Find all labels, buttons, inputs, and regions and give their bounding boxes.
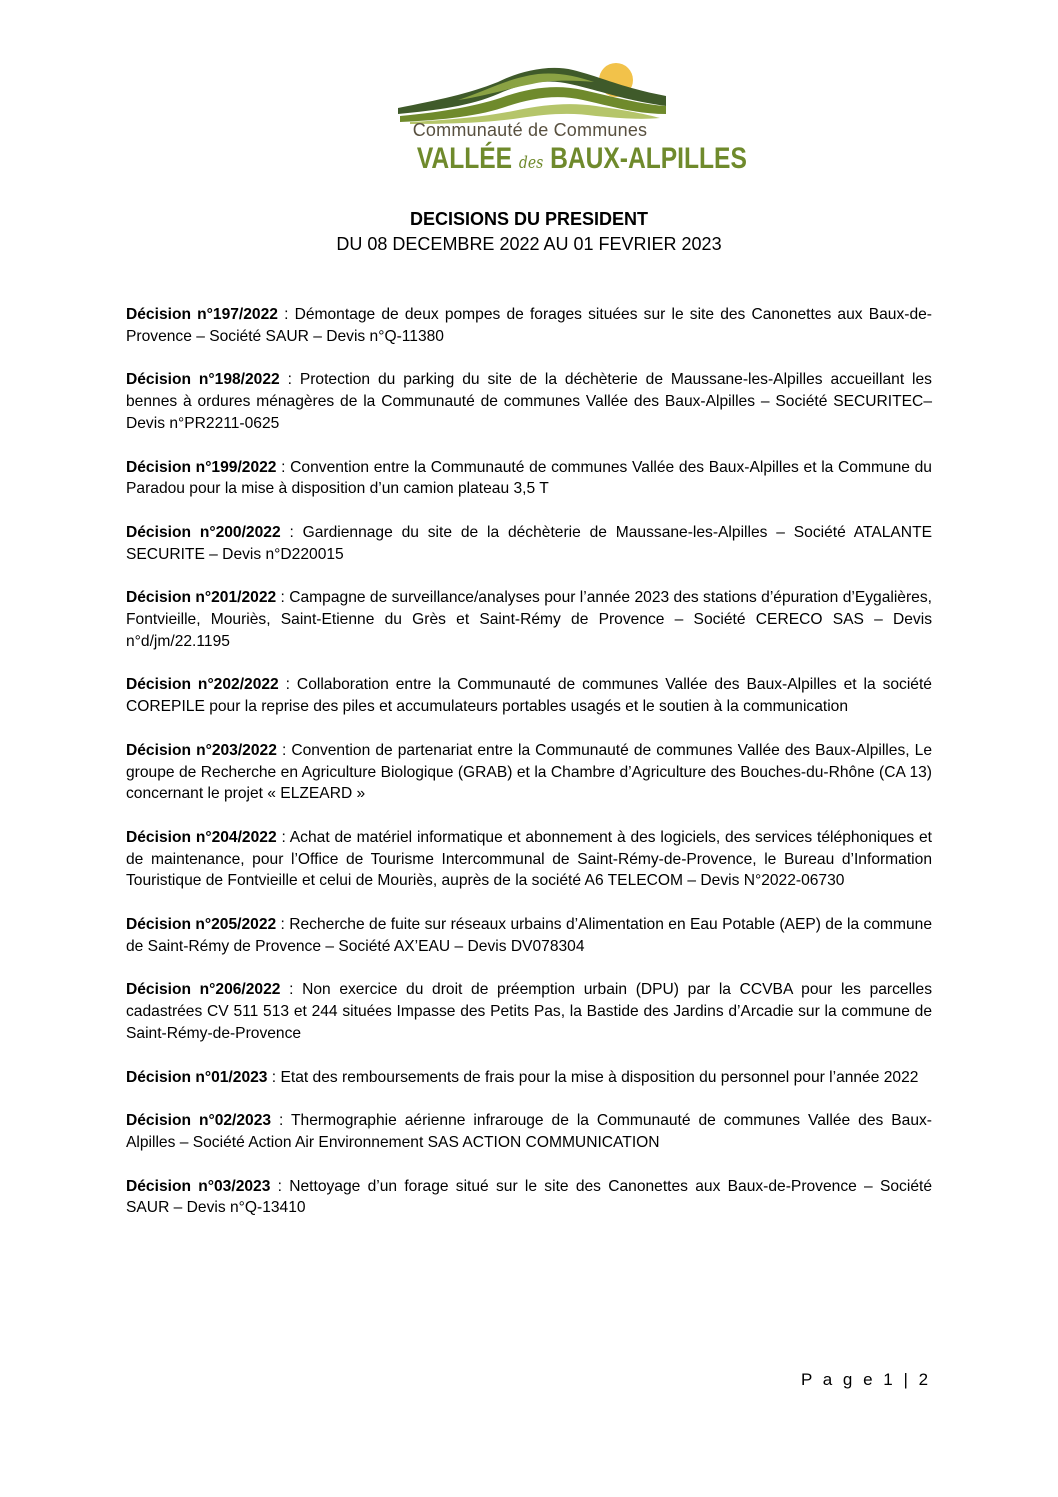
decision-number: Décision n°200/2022 xyxy=(126,523,281,541)
logo-text-line2 xyxy=(416,142,747,176)
decision-number: Décision n°02/2023 xyxy=(126,1112,272,1130)
decision-number: Décision n°201/2022 xyxy=(126,589,277,607)
decision-number: Décision n°203/2022 xyxy=(126,741,277,759)
decision-item xyxy=(126,740,932,805)
decision-item xyxy=(126,674,932,717)
decision-number: Décision n°204/2022 xyxy=(126,828,277,846)
decision-text: : Collaboration entre la Communauté de communes Vallée des Baux-Alpilles et la société COREPILE pour la reprise des piles et accumulateurs portables usagés et le soutien à la communication xyxy=(126,676,932,716)
decision-text: : Convention entre la Communauté de communes Vallée des Baux-Alpilles et la Commune du Paradou pour la mise à disposition d’un camion plateau 3,5 T xyxy=(126,458,932,498)
decision-number: Décision n°202/2022 xyxy=(126,676,279,694)
decision-text: : Etat des remboursements de frais pour la mise à disposition du personnel pour l’année 2022 xyxy=(267,1068,919,1086)
logo-text-des: des xyxy=(518,153,544,173)
decision-list xyxy=(126,304,932,1241)
decision-number: Décision n°206/2022 xyxy=(126,981,281,999)
decision-number: Décision n°197/2022 xyxy=(126,306,278,323)
decision-text: : Non exercice du droit de préemption urbain (DPU) par la CCVBA pour les parcelles cadastrées CV 511 513 et 244 situées Impasse des Petits Pas, la Bastide des Jardins d’Arcadie sur la commune de Saint-Rémy-de-Provence xyxy=(126,981,932,1042)
decision-text: : Gardiennage du site de la déchèterie de Maussane-les-Alpilles – Société ATALANTE SECURITE – Devis n°D220015 xyxy=(126,523,932,563)
decision-item xyxy=(126,587,932,652)
decision-number: Décision n°01/2023 xyxy=(126,1068,268,1086)
organization-logo xyxy=(392,60,747,178)
decision-item xyxy=(126,457,932,500)
decision-item xyxy=(126,1067,932,1089)
mountain-sun-logo-icon xyxy=(398,60,666,124)
decision-item xyxy=(126,1110,932,1153)
decision-item xyxy=(126,979,932,1044)
decision-text: : Achat de matériel informatique et abonnement à des logiciels, des services téléphoniques et de maintenance, pour l’Office de Tourisme Intercommunal de Saint-Rémy-de-Provence, le Bureau d’Information Touristique de Fontvieille et celui de Mouriès, auprès de la société A6 TELECOM – Devis N°2022-06730 xyxy=(126,828,933,890)
decision-number: Décision n°205/2022 xyxy=(126,916,277,934)
document-title: DECISIONS DU PRESIDENT xyxy=(409,209,649,229)
logo-text-line1: Communauté de Communes xyxy=(412,120,648,140)
logo-text-vallee: VALLÉE xyxy=(416,142,513,175)
logo-text-baux-alpilles: BAUX-ALPILLES xyxy=(550,142,747,175)
decision-number: Décision n°03/2023 xyxy=(126,1177,271,1195)
decision-number: Décision n°199/2022 xyxy=(126,458,277,476)
decision-number: Décision n°198/2022 xyxy=(126,371,280,389)
decision-text: : Recherche de fuite sur réseaux urbains d’Alimentation en Eau Potable (AEP) de la commune de Saint-Rémy de Provence – Société AX’EAU – Devis DV078304 xyxy=(126,916,932,955)
document-subtitle: DU 08 DECEMBRE 2022 AU 01 FEVRIER 2023 xyxy=(336,234,722,254)
decision-text: : Thermographie aérienne infrarouge de la Communauté de communes Vallée des Baux-Alpilles – Société Action Air Environnement SAS ACTION COMMUNICATION xyxy=(126,1112,932,1151)
decision-item xyxy=(126,914,932,957)
decision-item xyxy=(126,1176,932,1219)
decision-text: : Nettoyage d’un forage situé sur le site des Canonettes aux Baux-de-Provence – Société SAUR – Devis n°Q-13410 xyxy=(126,1177,932,1217)
decision-item xyxy=(126,304,932,347)
decision-text: : Convention de partenariat entre la Communauté de communes Vallée des Baux-Alpilles, Le groupe de Recherche en Agriculture Biologique (GRAB) et la Chambre d’Agriculture des Bouches-du-Rhône (CA 13) concernant le projet « ELZEARD » xyxy=(126,741,932,803)
decision-item xyxy=(126,522,932,565)
decision-text: : Campagne de surveillance/analyses pour l’année 2023 des stations d’épuration d’Eygalières, Fontvieille, Mouriès, Saint-Etienne du Grès et Saint-Rémy de Provence – Société CERECO SAS – Devis n°d/jm/22.1195 xyxy=(126,589,932,650)
decision-item xyxy=(126,369,932,434)
page-number: P a g e 1 | 2 xyxy=(801,1370,932,1389)
decision-item xyxy=(126,827,932,892)
decision-text: : Démontage de deux pompes de forages situées sur le site des Canonettes aux Baux-de-Provence – Société SAUR – Devis n°Q-11380 xyxy=(126,306,932,345)
decision-text: : Protection du parking du site de la déchèterie de Maussane-les-Alpilles accueillant les bennes à ordures ménagères de la Communauté de communes Vallée des Baux-Alpilles – Société SECURITEC– Devis n°PR2211-0625 xyxy=(126,371,932,432)
